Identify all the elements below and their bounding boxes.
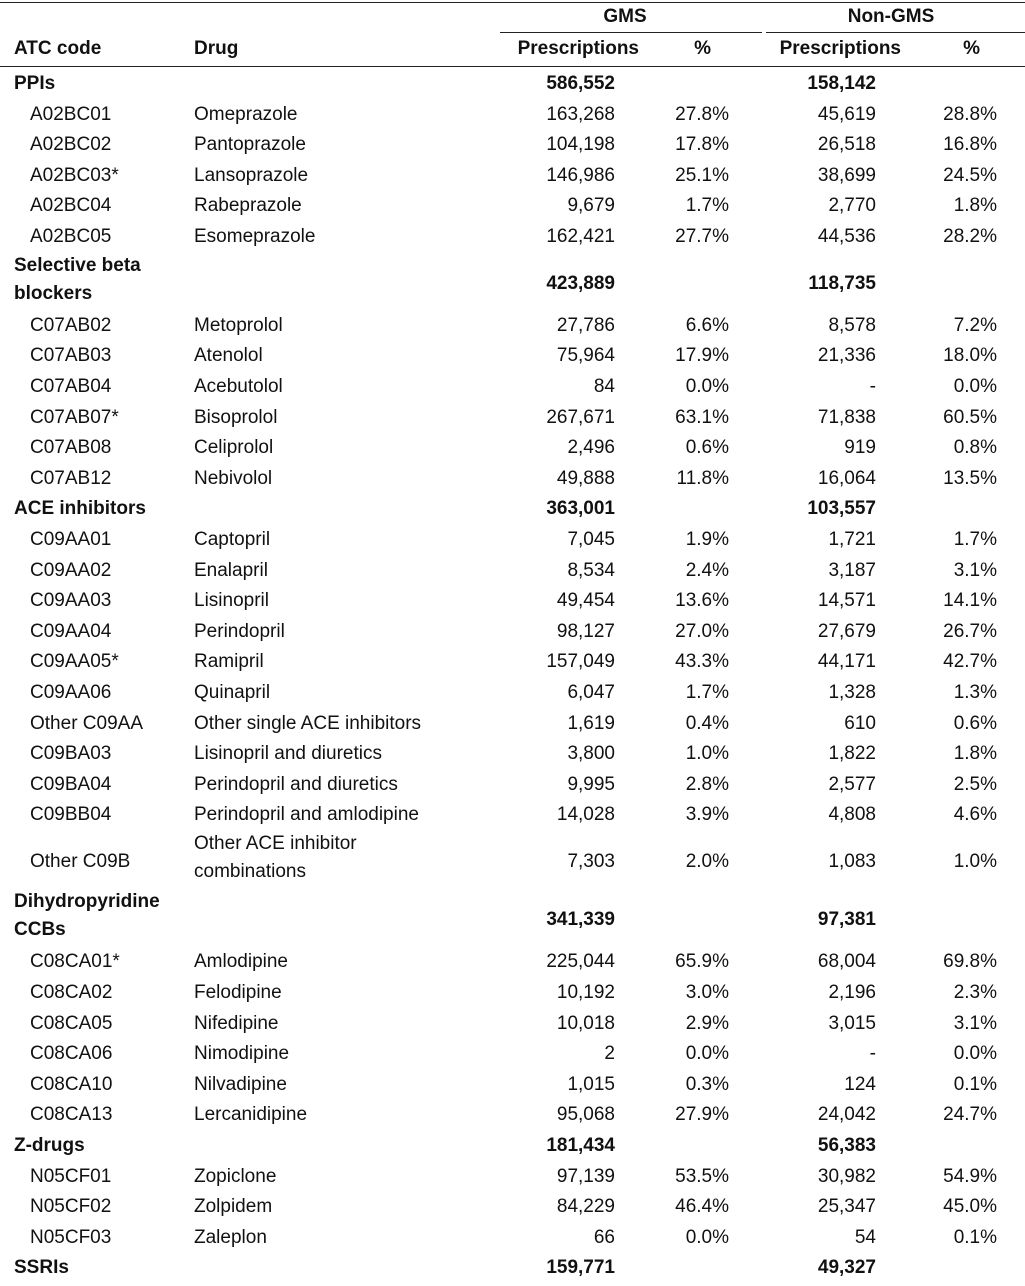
gms-percent: 3.0% <box>685 982 729 1003</box>
atc-code: C09AA04 <box>30 620 112 642</box>
gms-percent: 2.4% <box>685 559 729 581</box>
nongms-prescriptions: 26,518 <box>817 134 876 156</box>
gms-prescriptions: 225,044 <box>546 951 615 973</box>
nongms-percent: 1.8% <box>953 195 997 217</box>
gms-percent: 0.0% <box>685 376 729 397</box>
gms-prescriptions: 9,995 <box>567 773 615 795</box>
group-nongms-total: 118,735 <box>808 272 876 294</box>
gms-prescriptions: 9,679 <box>567 195 615 217</box>
gms-prescriptions: 157,049 <box>546 651 615 673</box>
atc-code: C07AB12 <box>30 467 112 489</box>
gms-prescriptions: 6,047 <box>567 682 615 703</box>
nongms-percent: 24.7% <box>943 1104 997 1126</box>
group-nongms-total: 158,142 <box>807 73 876 94</box>
nongms-prescriptions: 71,838 <box>817 406 876 428</box>
drug-name: Zolpidem <box>194 1196 273 1218</box>
nongms-percent: 18.0% <box>943 345 997 367</box>
nongms-percent: 1.7% <box>953 529 997 550</box>
gms-prescriptions: 7,303 <box>567 851 615 873</box>
gms-prescriptions: 104,198 <box>546 134 615 156</box>
drug-name: Pantoprazole <box>194 134 306 156</box>
nongms-percent: 0.8% <box>953 437 997 459</box>
drug-name: Metoprolol <box>194 314 283 336</box>
atc-code: A02BC04 <box>30 195 112 217</box>
nongms-prescriptions: 16,064 <box>817 467 876 489</box>
nongms-prescriptions: 3,015 <box>828 1012 876 1034</box>
nongms-prescriptions: 44,536 <box>817 226 876 247</box>
non-gms-group-rule <box>766 32 1025 33</box>
col-drug-header: Drug <box>194 38 239 59</box>
gms-prescriptions: 146,986 <box>546 164 615 186</box>
table-row <box>0 558 1025 589</box>
nongms-percent: 16.8% <box>943 134 997 156</box>
drug-name: Nimodipine <box>194 1043 290 1065</box>
group-row <box>0 496 1025 527</box>
drug-name: Captopril <box>194 529 271 550</box>
atc-code: C09AA06 <box>30 682 112 703</box>
nongms-prescriptions: 54 <box>854 1226 876 1248</box>
gms-prescriptions: 7,045 <box>567 529 615 550</box>
nongms-percent: 1.3% <box>953 682 997 703</box>
gms-prescriptions: 1,015 <box>567 1073 615 1095</box>
atc-code: C09BA04 <box>30 773 112 795</box>
group-gms-total: 423,889 <box>546 272 615 294</box>
gms-prescriptions: 97,139 <box>556 1165 615 1187</box>
atc-code: C08CA10 <box>30 1073 113 1095</box>
table-row <box>0 588 1025 619</box>
table-row <box>0 833 1025 891</box>
group-nongms-total: 56,383 <box>817 1135 876 1156</box>
gms-percent: 43.3% <box>675 651 729 673</box>
col-gms-percent-header: % <box>694 38 711 59</box>
group-nongms-total: 49,327 <box>817 1257 876 1279</box>
table-row <box>0 649 1025 680</box>
gms-prescriptions: 98,127 <box>556 620 615 642</box>
gms-percent: 1.0% <box>685 743 729 765</box>
group-name: Z-drugs <box>14 1135 85 1156</box>
gms-prescriptions: 84 <box>593 376 615 397</box>
gms-percent: 27.8% <box>675 103 729 125</box>
group-name: SSRIs <box>14 1257 69 1279</box>
nongms-prescriptions: 2,577 <box>828 773 876 795</box>
drug-name: Lansoprazole <box>194 164 309 186</box>
gms-prescriptions: 162,421 <box>546 226 615 247</box>
gms-prescriptions: 10,192 <box>556 982 615 1003</box>
drug-name: Bisoprolol <box>194 406 278 428</box>
nongms-percent: 4.6% <box>953 804 997 826</box>
table-row <box>0 527 1025 558</box>
gms-prescriptions: 2,496 <box>567 437 615 459</box>
atc-code: A02BC01 <box>30 103 112 125</box>
table-row <box>0 343 1025 374</box>
nongms-prescriptions: 45,619 <box>817 103 876 125</box>
group-gms-total: 363,001 <box>546 498 615 520</box>
atc-code: N05CF03 <box>30 1226 112 1248</box>
nongms-prescriptions: 21,336 <box>817 345 876 367</box>
atc-code: C09BA03 <box>30 743 112 765</box>
table-row <box>0 980 1025 1011</box>
group-name-line2: blockers <box>14 282 93 304</box>
table-row <box>0 435 1025 466</box>
gms-prescriptions: 10,018 <box>556 1012 615 1034</box>
nongms-percent: 1.8% <box>953 743 997 765</box>
drug-name: Nifedipine <box>194 1012 279 1034</box>
atc-code: C08CA01* <box>30 951 120 973</box>
nongms-prescriptions: 30,982 <box>817 1165 876 1187</box>
gms-prescriptions: 1,619 <box>567 712 615 734</box>
drug-name: Zopiclone <box>194 1165 277 1187</box>
nongms-percent: 3.1% <box>953 559 997 581</box>
nongms-prescriptions: 2,196 <box>828 982 876 1003</box>
table-row <box>0 1164 1025 1195</box>
group-nongms-total: 103,557 <box>807 498 876 520</box>
nongms-percent: 0.0% <box>953 1043 997 1065</box>
nongms-prescriptions: 14,571 <box>817 590 876 612</box>
atc-code: C08CA05 <box>30 1012 113 1034</box>
nongms-percent: 0.1% <box>953 1073 997 1095</box>
atc-code: C07AB04 <box>30 376 112 397</box>
gms-percent: 2.0% <box>685 851 729 873</box>
col-nongms-prescriptions-header: Prescriptions <box>779 38 901 59</box>
gms-percent: 0.4% <box>685 712 729 734</box>
table-row <box>0 619 1025 650</box>
drug-name: Omeprazole <box>194 103 298 125</box>
nongms-prescriptions: 124 <box>844 1073 876 1095</box>
group-row <box>0 1255 1025 1286</box>
table-row <box>0 680 1025 711</box>
gms-prescriptions: 75,964 <box>556 345 615 367</box>
nongms-percent: 28.2% <box>943 226 997 247</box>
gms-percent: 46.4% <box>675 1196 729 1218</box>
group-name: ACE inhibitors <box>14 498 146 520</box>
gms-percent: 17.8% <box>675 134 729 156</box>
drug-name: Other single ACE inhibitors <box>194 712 422 734</box>
drug-name: Acebutolol <box>194 376 283 397</box>
drug-name: Lisinopril <box>194 590 269 612</box>
header-rule <box>0 66 1025 67</box>
nongms-percent: 42.7% <box>943 651 997 673</box>
drug-name: Lisinopril and diuretics <box>194 743 382 765</box>
drug-name: Celiprolol <box>194 437 274 459</box>
gms-percent: 0.3% <box>685 1073 729 1095</box>
gms-percent: 2.8% <box>685 773 729 795</box>
gms-percent: 0.6% <box>685 437 729 459</box>
gms-prescriptions: 163,268 <box>546 103 615 125</box>
atc-code: A02BC03* <box>30 164 119 186</box>
gms-prescriptions: 2 <box>604 1043 615 1065</box>
nongms-prescriptions: 8,578 <box>828 314 876 336</box>
nongms-percent: 13.5% <box>943 467 997 489</box>
gms-percent: 53.5% <box>675 1165 729 1187</box>
table-row <box>0 741 1025 772</box>
non-gms-group-header: Non-GMS <box>847 6 935 27</box>
gms-prescriptions: 27,786 <box>556 314 615 336</box>
nongms-percent: 14.1% <box>943 590 997 612</box>
nongms-prescriptions: 1,822 <box>828 743 876 765</box>
gms-percent: 63.1% <box>675 406 729 428</box>
nongms-percent: 24.5% <box>943 164 997 186</box>
gms-percent: 65.9% <box>675 951 729 973</box>
nongms-percent: 69.8% <box>943 951 997 973</box>
col-nongms-percent-header: % <box>963 38 980 59</box>
nongms-percent: 2.3% <box>953 982 997 1003</box>
atc-code: Other C09B <box>30 851 131 873</box>
atc-code: C09AA05* <box>30 651 119 673</box>
nongms-percent: 7.2% <box>953 314 997 336</box>
gms-percent: 1.7% <box>685 682 729 703</box>
atc-code: C08CA02 <box>30 982 113 1003</box>
drug-name: Amlodipine <box>194 951 288 973</box>
gms-prescriptions: 267,671 <box>546 406 615 428</box>
group-name-line1: Dihydropyridine <box>14 891 160 913</box>
atc-code: C07AB02 <box>30 314 112 336</box>
group-gms-total: 159,771 <box>546 1257 615 1279</box>
gms-percent: 1.9% <box>685 529 729 550</box>
table-row <box>0 802 1025 833</box>
nongms-prescriptions: 25,347 <box>817 1196 876 1218</box>
atc-code: N05CF02 <box>30 1196 112 1218</box>
table-row <box>0 949 1025 980</box>
top-rule <box>0 2 1025 3</box>
atc-code: C08CA06 <box>30 1043 113 1065</box>
drug-name: Enalapril <box>194 559 268 581</box>
group-name: PPIs <box>14 73 56 94</box>
drug-name: Quinapril <box>194 682 271 703</box>
gms-prescriptions: 84,229 <box>556 1196 615 1218</box>
nongms-prescriptions: 1,721 <box>828 529 876 550</box>
atc-code: C09BB04 <box>30 804 112 826</box>
drug-name: Perindopril <box>194 620 285 642</box>
nongms-percent: 2.5% <box>953 773 997 795</box>
drug-name: Perindopril and diuretics <box>194 773 398 795</box>
gms-prescriptions: 3,800 <box>567 743 615 765</box>
group-gms-total: 586,552 <box>546 73 615 94</box>
nongms-percent: 28.8% <box>943 103 997 125</box>
nongms-percent: 0.6% <box>953 712 997 734</box>
atc-code: A02BC02 <box>30 134 112 156</box>
gms-percent: 27.7% <box>675 226 729 247</box>
gms-prescriptions: 14,028 <box>556 804 615 826</box>
table-row <box>0 711 1025 742</box>
nongms-prescriptions: 2,770 <box>828 195 876 217</box>
nongms-prescriptions: 1,083 <box>828 851 876 873</box>
gms-percent: 17.9% <box>675 345 729 367</box>
nongms-percent: 26.7% <box>943 620 997 642</box>
atc-code: Other C09AA <box>30 712 143 734</box>
group-gms-total: 341,339 <box>546 909 615 931</box>
drug-name: Esomeprazole <box>194 226 316 247</box>
nongms-prescriptions: 24,042 <box>817 1104 876 1126</box>
group-row <box>0 71 1025 102</box>
col-atc-header: ATC code <box>14 38 102 59</box>
gms-percent: 27.0% <box>675 620 729 642</box>
col-gms-prescriptions-header: Prescriptions <box>517 38 639 59</box>
gms-group-header: GMS <box>603 6 647 27</box>
gms-prescriptions: 95,068 <box>556 1104 615 1126</box>
table-row <box>0 772 1025 803</box>
atc-code: C07AB03 <box>30 345 112 367</box>
nongms-percent: 1.0% <box>953 851 997 873</box>
gms-prescriptions: 66 <box>593 1226 615 1248</box>
gms-prescriptions: 8,534 <box>567 559 615 581</box>
nongms-prescriptions: 610 <box>844 712 876 734</box>
group-name-line1: Selective beta <box>14 254 141 276</box>
table-row <box>0 102 1025 133</box>
gms-percent: 2.9% <box>685 1012 729 1034</box>
group-gms-total: 181,434 <box>546 1135 615 1156</box>
atc-code: C08CA13 <box>30 1104 113 1126</box>
table-row <box>0 1041 1025 1072</box>
group-row <box>0 891 1025 949</box>
group-row <box>0 1133 1025 1164</box>
nongms-prescriptions: - <box>869 376 876 397</box>
nongms-percent: 45.0% <box>943 1196 997 1218</box>
gms-prescriptions: 49,888 <box>556 467 615 489</box>
nongms-prescriptions: 3,187 <box>828 559 876 581</box>
gms-percent: 27.9% <box>675 1104 729 1126</box>
group-row <box>0 255 1025 313</box>
drug-name: Lercanidipine <box>194 1104 308 1126</box>
gms-percent: 11.8% <box>676 467 729 489</box>
table-row <box>0 1225 1025 1256</box>
nongms-percent: 60.5% <box>943 406 997 428</box>
table-row <box>0 193 1025 224</box>
atc-code: N05CF01 <box>30 1165 112 1187</box>
table-row <box>0 1194 1025 1225</box>
nongms-percent: 54.9% <box>943 1165 997 1187</box>
nongms-prescriptions: 1,328 <box>828 682 876 703</box>
gms-prescriptions: 49,454 <box>556 590 615 612</box>
gms-percent: 0.0% <box>685 1226 729 1248</box>
group-nongms-total: 97,381 <box>817 909 876 931</box>
nongms-prescriptions: 27,679 <box>817 620 876 642</box>
nongms-prescriptions: 44,171 <box>817 651 876 673</box>
atc-code: A02BC05 <box>30 226 112 247</box>
table-row <box>0 374 1025 405</box>
atc-code: C09AA03 <box>30 590 112 612</box>
drug-name: Ramipril <box>194 651 264 673</box>
drug-name-line2: combinations <box>194 861 306 882</box>
gms-percent: 3.9% <box>685 804 729 826</box>
nongms-percent: 3.1% <box>953 1012 997 1034</box>
nongms-percent: 0.1% <box>953 1226 997 1248</box>
nongms-prescriptions: 68,004 <box>817 951 876 973</box>
atc-code: C07AB08 <box>30 437 112 459</box>
gms-percent: 13.6% <box>675 590 729 612</box>
drug-name-line1: Other ACE inhibitor <box>194 833 357 854</box>
table-row <box>0 466 1025 497</box>
drug-name: Atenolol <box>194 345 263 367</box>
gms-percent: 0.0% <box>685 1043 729 1065</box>
table-row <box>0 405 1025 436</box>
nongms-prescriptions: 4,808 <box>828 804 876 826</box>
gms-group-rule <box>500 32 762 33</box>
table-row <box>0 1011 1025 1042</box>
atc-code: C09AA01 <box>30 529 112 550</box>
drug-name: Perindopril and amlodipine <box>194 804 419 826</box>
table-row <box>0 163 1025 194</box>
drug-name: Rabeprazole <box>194 195 302 217</box>
atc-code: C09AA02 <box>30 559 112 581</box>
gms-percent: 1.7% <box>685 195 729 217</box>
drug-name: Nebivolol <box>194 467 273 489</box>
drug-name: Zaleplon <box>194 1226 267 1248</box>
atc-code: C07AB07* <box>30 406 119 428</box>
table-row <box>0 313 1025 344</box>
nongms-prescriptions: 919 <box>844 437 876 459</box>
table-row <box>0 1102 1025 1133</box>
table-row <box>0 224 1025 255</box>
gms-percent: 6.6% <box>685 314 729 336</box>
nongms-percent: 0.0% <box>953 376 997 397</box>
nongms-prescriptions: - <box>869 1043 876 1065</box>
gms-percent: 25.1% <box>675 164 729 186</box>
nongms-prescriptions: 38,699 <box>817 164 876 186</box>
table-row <box>0 132 1025 163</box>
table-row <box>0 1072 1025 1103</box>
group-name-line2: CCBs <box>14 919 66 941</box>
drug-name: Nilvadipine <box>194 1073 287 1095</box>
drug-name: Felodipine <box>194 982 282 1003</box>
